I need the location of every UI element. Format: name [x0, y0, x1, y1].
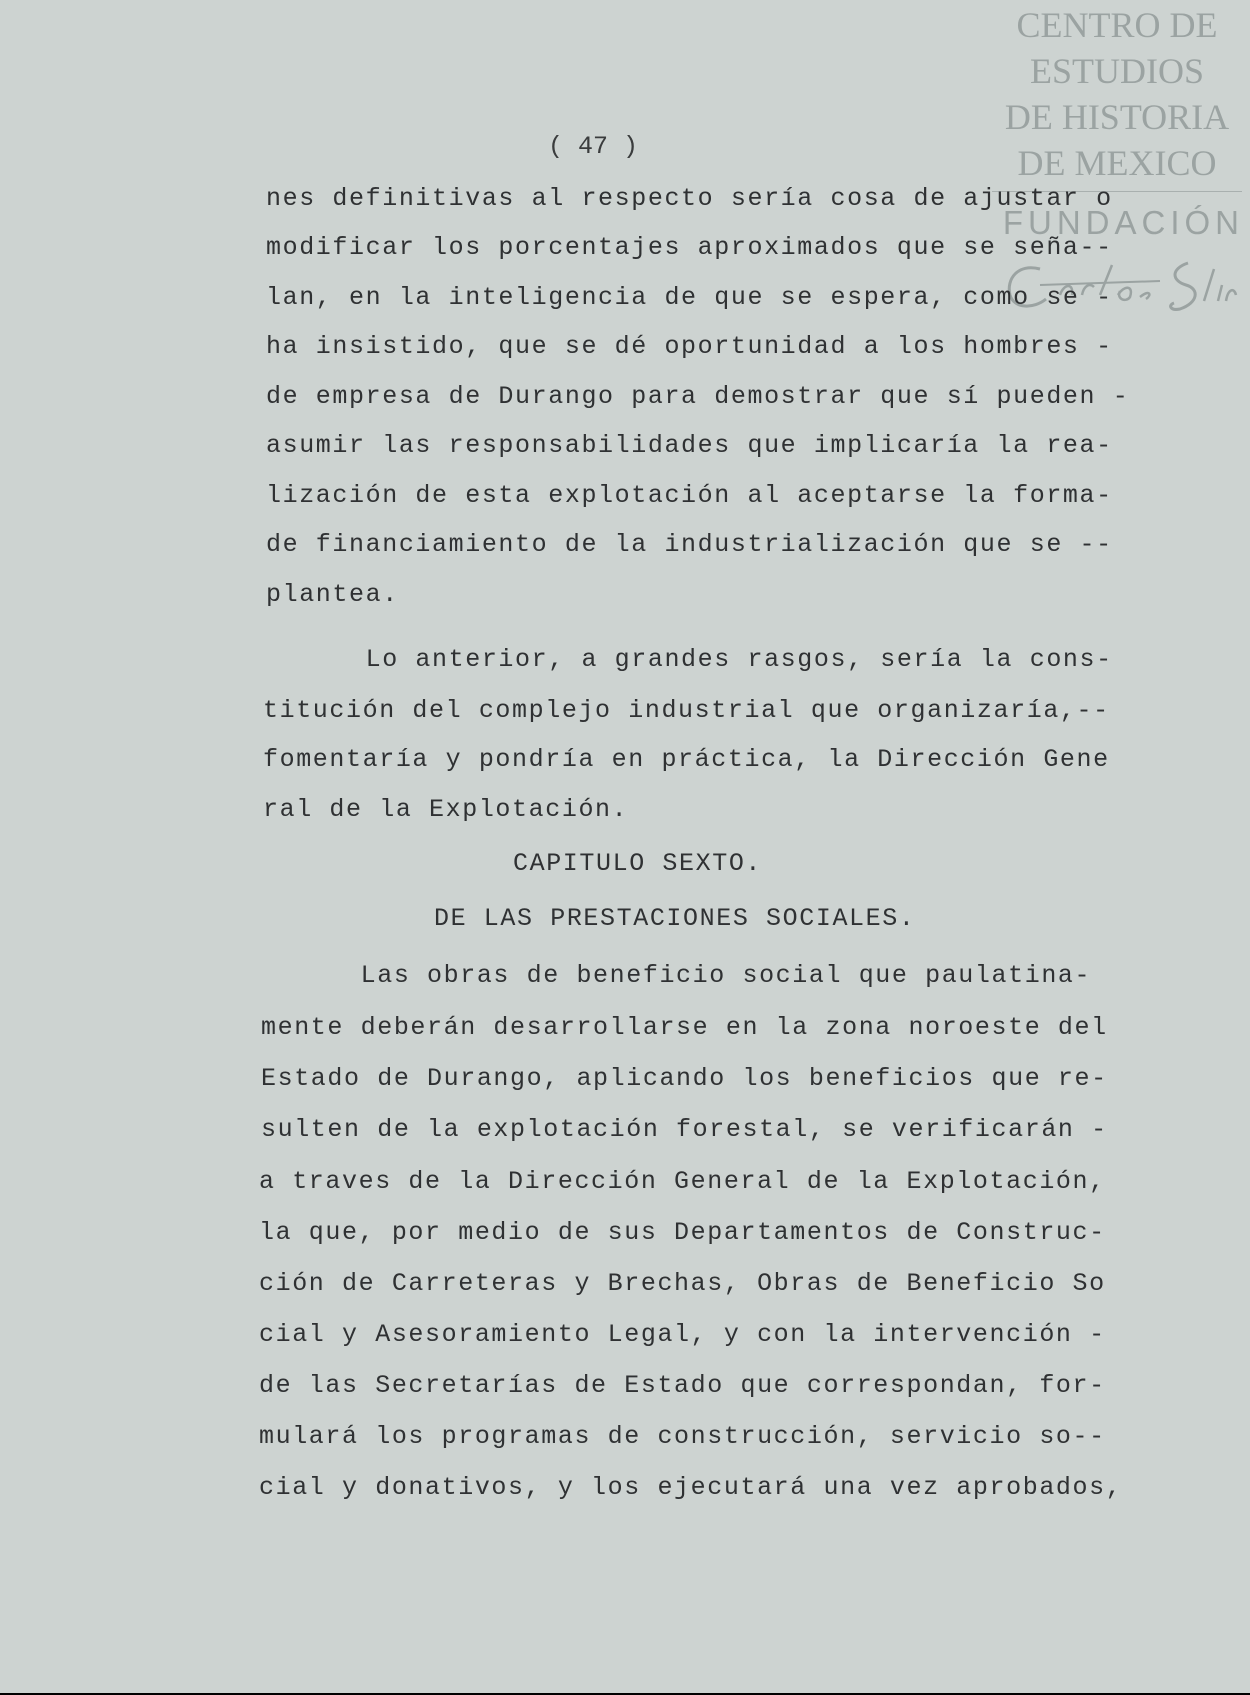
page-number: ( 47 ) [548, 132, 639, 161]
text-line: sulten de la explotación forestal, se verificarán - [261, 1115, 1108, 1144]
text-line: ha insistido, que se dé oportunidad a los hombres - [266, 332, 1113, 361]
watermark-line: CENTRO DE [1016, 5, 1218, 45]
text-line: de las Secretarías de Estado que correspondan, for- [259, 1371, 1106, 1400]
text-line: Las obras de beneficio social que paulatina- [261, 961, 1092, 990]
text-line: de empresa de Durango para demostrar que sí pueden - [266, 382, 1130, 411]
watermark-line: DE MEXICO [1017, 143, 1217, 183]
text-line: mente deberán desarrollarse en la zona noroeste del [261, 1013, 1108, 1042]
text-line: nes definitivas al respecto sería cosa de ajustar o [266, 184, 1113, 213]
text-line: modificar los porcentajes aproximados que se seña-- [266, 233, 1113, 262]
watermark-line: DE HISTORIA [1004, 97, 1230, 137]
text-line: plantea. [266, 580, 399, 609]
text-line: de financiamiento de la industrialización que se -- [266, 530, 1113, 559]
text-line: lan, en la inteligencia de que se espera, como se - [266, 283, 1113, 312]
text-line: cial y Asesoramiento Legal, y con la intervención - [259, 1320, 1106, 1349]
text-line: ral de la Explotación. [263, 795, 629, 824]
text-line: lización de esta explotación al aceptarse la forma- [266, 481, 1113, 510]
text-line: cial y donativos, y los ejecutará una vez aprobados, [259, 1473, 1123, 1502]
chapter-heading: CAPITULO SEXTO. [513, 849, 763, 878]
text-line: titución del complejo industrial que organizaría,-- [263, 696, 1110, 725]
watermark-line: ESTUDIOS [1029, 51, 1204, 91]
text-line: a traves de la Dirección General de la Explotación, [259, 1167, 1106, 1196]
text-line: Estado de Durango, aplicando los beneficios que re- [261, 1064, 1108, 1093]
text-line: asumir las responsabilidades que implicaría la rea- [266, 431, 1113, 460]
watermark-foundation: FUNDACIÓN [1002, 204, 1244, 241]
archive-watermark [992, 2, 1242, 186]
text-line: fomentaría y pondría en práctica, la Dirección Gene [263, 745, 1110, 774]
section-heading: DE LAS PRESTACIONES SOCIALES. [434, 904, 916, 933]
text-line: Lo anterior, a grandes rasgos, sería la cons- [266, 645, 1113, 674]
text-line: ción de Carreteras y Brechas, Obras de Beneficio So [259, 1269, 1106, 1298]
text-line: la que, por medio de sus Departamentos de Construc- [259, 1218, 1106, 1247]
text-line: mulará los programas de construcción, servicio so-- [259, 1422, 1106, 1451]
